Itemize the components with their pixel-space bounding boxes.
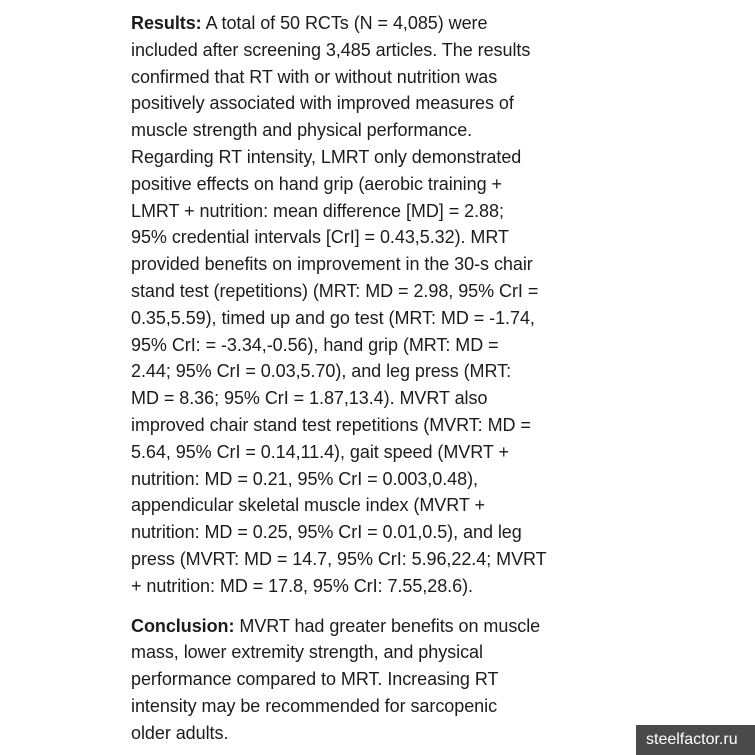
results-line: stand test (repetitions) (MRT: MD = 2.98, 95% CrI = — [131, 280, 539, 301]
conclusion-line: performance compared to MRT. Increasing RT — [131, 669, 499, 690]
results-line: 5.64, 95% CrI = 0.14,11.4), gait speed (MVRT + — [131, 441, 509, 462]
results-line: press (MVRT: MD = 14.7, 95% CrI: 5.96,22.4; MVRT — [131, 548, 547, 569]
results-line: positive effects on hand grip (aerobic training + — [131, 173, 502, 194]
conclusion-line: mass, lower extremity strength, and physical — [131, 642, 483, 663]
results-line: LMRT + nutrition: mean difference [MD] = 2.88; — [131, 200, 504, 221]
results-line: improved chair stand test repetitions (MVRT: MD = — [131, 414, 531, 435]
results-line: 0.35,5.59), timed up and go test (MRT: MD = -1.74, — [131, 307, 535, 328]
results-line: positively associated with improved measures of — [131, 93, 514, 114]
results-line: nutrition: MD = 0.21, 95% CrI = 0.003,0.48), — [131, 468, 478, 489]
results-line: + nutrition: MD = 17.8, 95% CrI: 7.55,28.6). — [131, 575, 473, 596]
results-line: 95% credential intervals [CrI] = 0.43,5.32). MRT — [131, 227, 509, 248]
results-label: Results: — [131, 13, 202, 33]
results-line: provided benefits on improvement in the 30-s chair — [131, 254, 533, 275]
conclusion-line: Conclusion: MVRT had greater benefits on muscle — [131, 615, 541, 636]
results-line: Results: A total of 50 RCTs (N = 4,085) were — [131, 13, 488, 33]
results-paragraph — [131, 10, 561, 600]
results-line: muscle strength and physical performance. — [131, 120, 473, 141]
site-watermark: steelfactor.ru — [636, 725, 755, 755]
conclusion-label: Conclusion: — [131, 615, 235, 636]
results-line: MD = 8.36; 95% CrI = 1.87,13.4). MVRT also — [131, 388, 488, 409]
results-line: Regarding RT intensity, LMRT only demonstrated — [131, 146, 522, 167]
conclusion-line: intensity may be recommended for sarcopenic — [131, 695, 498, 716]
results-line: 2.44; 95% CrI = 0.03,5.70), and leg press (MRT: — [131, 361, 512, 382]
conclusion-paragraph — [131, 613, 561, 747]
abstract-body — [131, 10, 561, 747]
results-line: 95% CrI: = -3.34,-0.56), hand grip (MRT: MD = — [131, 334, 499, 355]
results-line: included after screening 3,485 articles. The results — [131, 39, 531, 60]
results-line: nutrition: MD = 0.25, 95% CrI = 0.01,0.5), and leg — [131, 522, 522, 543]
results-line: confirmed that RT with or without nutrition was — [131, 66, 498, 87]
conclusion-line: older adults. — [131, 722, 229, 743]
results-line: appendicular skeletal muscle index (MVRT + — [131, 495, 485, 516]
